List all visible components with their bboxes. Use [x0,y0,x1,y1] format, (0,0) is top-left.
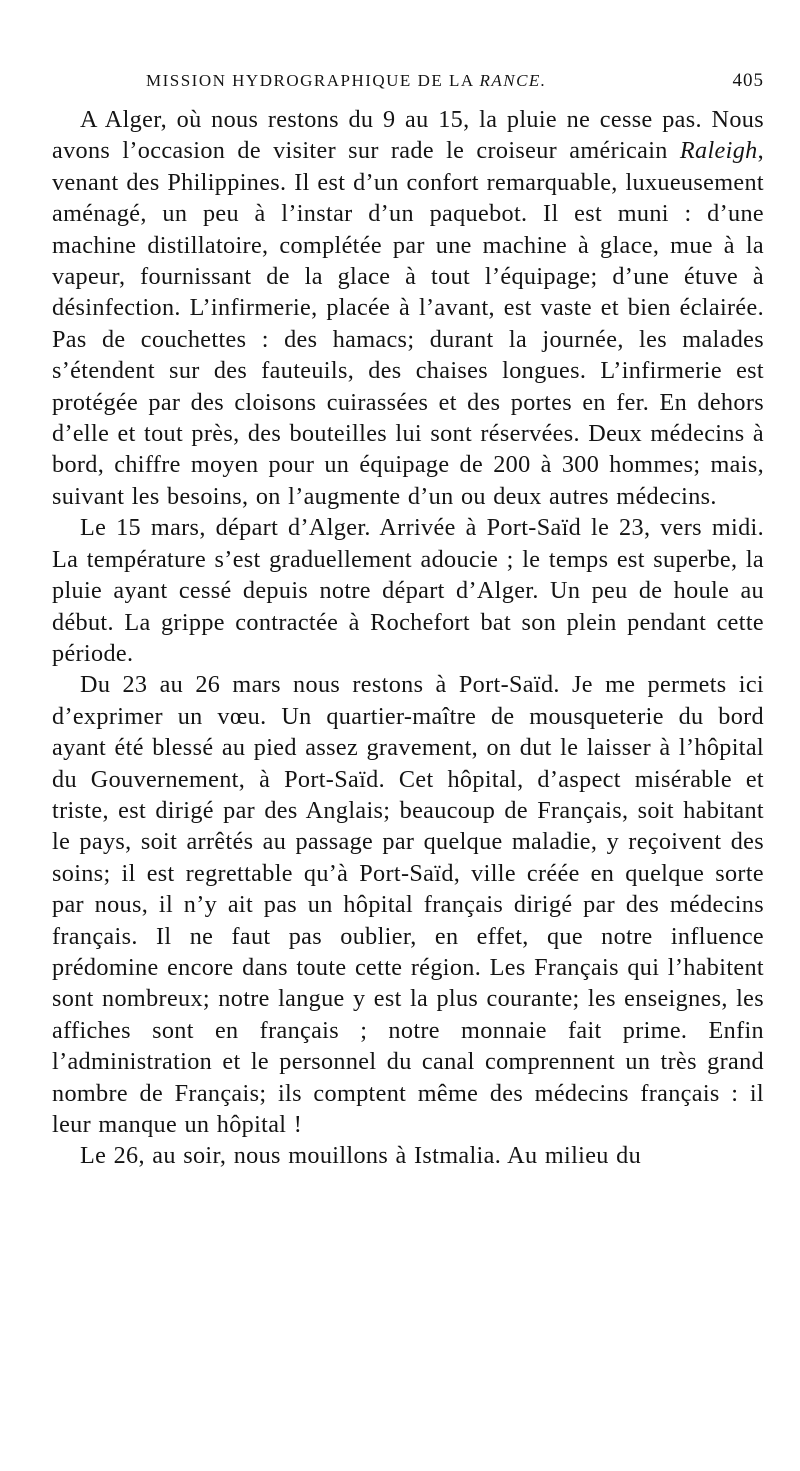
paragraph-port-said: Du 23 au 26 mars nous restons à Port-Saïd. Je me permets ici d’exprimer un vœu. Un quartier-maître de mousqueterie du bord ayant été blessé au pied assez gravement, on dut le laisser à l’hôpital du Gouvernement, à Port-Saïd. Cet hôpital, d’aspect misérable et triste, est dirigé par des Anglais; beaucoup de Français, soit habitant le pays, soit arrêtés au passage par quelque maladie, y reçoivent des soins; il est regrettable qu’à Port-Saïd, ville créée en quelque sorte par nous, il n’y ait pas un hôpital français dirigé par des médecins français. Il ne faut pas oublier, en effet, que notre influence prédomine encore dans toute cette région. Les Français qui l’habitent sont nombreux; notre langue y est la plus courante; les enseignes, les affiches sont en français ; notre monnaie fait prime. Enfin l’administration et le personnel du canal comprennent un très grand nombre de Français; ils comptent même des médecins français : il leur manque un hôpital ! [52,671,764,1138]
running-head-title [146,71,547,91]
book-page [52,70,764,1172]
page-number: 405 [732,70,764,91]
running-head-title-text: MISSION HYDROGRAPHIQUE DE LA [146,71,480,90]
paragraph-text: , venant des Philippines. Il est d’un confort remarquable, luxueusement aménagé, un peu à l’instar d’un paquebot. Il est muni : d’une machine distillatoire, complétée par une machine à glace, mue à la vapeur, fournissant de la glace à tout l’équipage; d’une étuve à désinfection. L’infirmerie, placée à l’avant, est vaste et bien éclairée. Pas de couchettes : des hamacs; durant la journée, les malades s’étendent sur des fauteuils, des chaises longues. L’infirmerie est protégée par des cloisons cuirassées et des portes en fer. En dehors d’elle et tout près, des bouteilles lui sont réservées. Deux médecins à bord, chiffre moyen pour un équipage de 200 à 300 hommes; mais, suivant les besoins, on l’augmente d’un ou deux autres médecins. [52,137,764,510]
paragraph-depart-alger: Le 15 mars, départ d’Alger. Arrivée à Port-Saïd le 23, vers midi. La température s’est graduellement adoucie ; le temps est superbe, la pluie ayant cessé depuis notre départ d’Alger. Un peu de houle au début. La grippe contractée à Rochefort bat son plein pendant cette période. [52,514,764,667]
paragraph-alger [52,104,764,512]
paragraph-text: A Alger, où nous restons du 9 au 15, la pluie ne cesse pas. Nous avons l’occasion de visiter sur rade le croiseur américain [52,106,764,165]
running-head [52,70,764,104]
paragraph-istmalia: Le 26, au soir, nous mouillons à Istmalia. Au milieu du [80,1142,642,1170]
body-text [52,104,764,1172]
ship-name: Raleigh [679,137,758,165]
running-head-title-italic: RANCE. [479,71,547,90]
